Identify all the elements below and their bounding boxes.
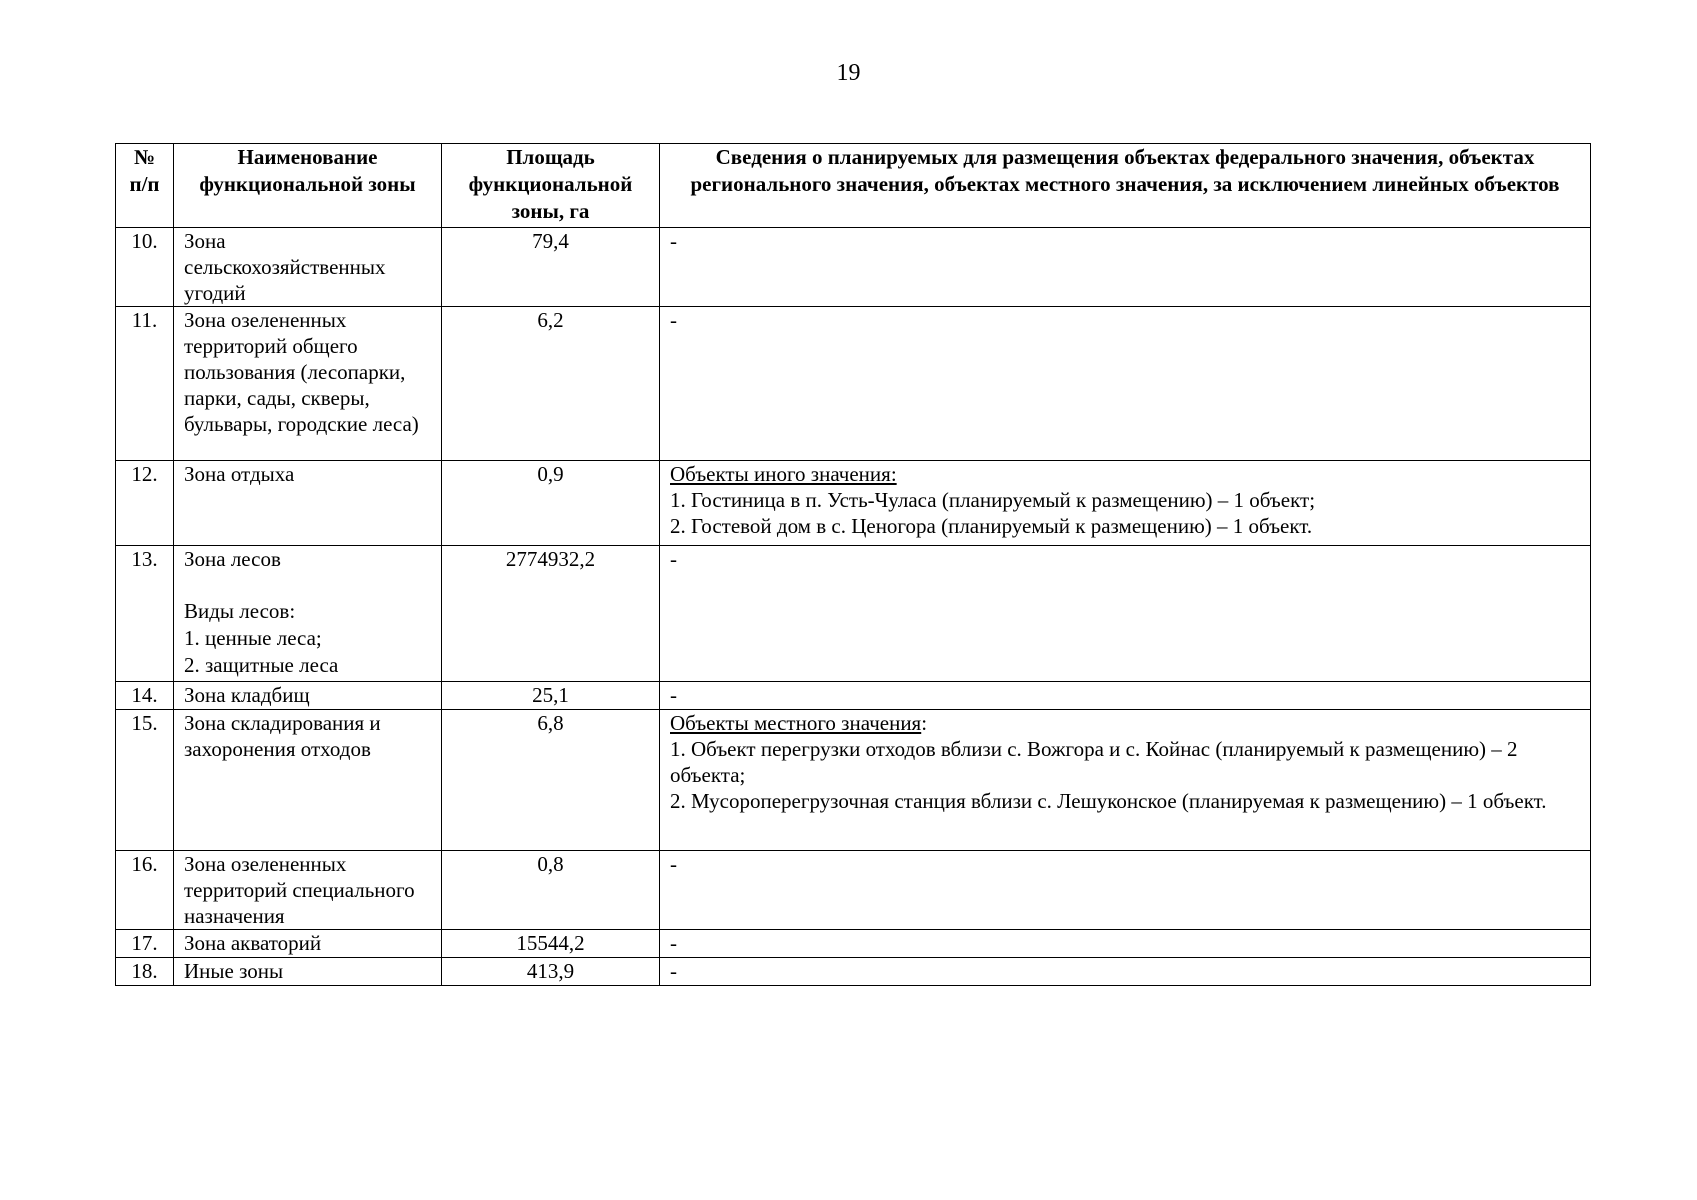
objects-info-item: 2. Гостевой дом в с. Ценогора (планируемый к размещению) – 1 объект. <box>670 514 1313 538</box>
page-number: 19 <box>836 60 861 86</box>
objects-info-item: 2. Мусороперегрузочная станция вблизи с. Лешуконское (планируемая к размещению) – 1 объект. <box>670 789 1547 813</box>
objects-info-heading: Объекты иного значения: <box>670 462 897 486</box>
zone-name: Зона сельскохозяйственных угодий <box>174 228 442 307</box>
table-row <box>116 307 1591 461</box>
zone-area: 6,2 <box>442 307 660 461</box>
zone-name: Зона озелененных территорий общего пользования (лесопарки, парки, сады, скверы, бульвары, городские леса) <box>174 307 442 461</box>
zone-area: 6,8 <box>442 710 660 851</box>
table-header-row <box>116 144 1591 228</box>
zone-name: Зона кладбищ <box>174 682 442 710</box>
zone-name: Зона складирования и захоронения отходов <box>174 710 442 851</box>
row-number: 10. <box>116 228 174 307</box>
zone-area: 0,8 <box>442 851 660 930</box>
forest-types-label: Виды лесов: <box>184 599 296 623</box>
row-number: 13. <box>116 546 174 682</box>
table-row <box>116 930 1591 958</box>
row-number: 17. <box>116 930 174 958</box>
objects-info-heading-line <box>670 710 1580 736</box>
objects-info: - <box>660 307 1591 461</box>
header-objects-info: Сведения о планируемых для размещения объектах федерального значения, объектах регионального значения, объектах местного значения, за исключением линейных объектов <box>660 144 1591 228</box>
forest-type-item: 2. защитные леса <box>184 653 339 677</box>
forest-type-item: 1. ценные леса; <box>184 626 322 650</box>
zone-area: 2774932,2 <box>442 546 660 682</box>
zone-name: Зона озелененных территорий специального назначения <box>174 851 442 930</box>
zone-area: 15544,2 <box>442 930 660 958</box>
objects-info-heading: Объекты местного значения <box>670 711 922 735</box>
zone-area: 0,9 <box>442 461 660 546</box>
zone-area: 25,1 <box>442 682 660 710</box>
objects-info-item: 1. Объект перегрузки отходов вблизи с. Вожгора и с. Койнас (планируемый к размещению) – 2 объекта; <box>670 737 1518 787</box>
zone-name: Иные зоны <box>174 958 442 986</box>
zone-name: Зона акваторий <box>174 930 442 958</box>
zone-area: 79,4 <box>442 228 660 307</box>
zone-area: 413,9 <box>442 958 660 986</box>
objects-info: - <box>660 958 1591 986</box>
table-row <box>116 682 1591 710</box>
zone-name: Зона отдыха <box>174 461 442 546</box>
table-row <box>116 546 1591 682</box>
functional-zones-table <box>115 143 1591 986</box>
row-number: 11. <box>116 307 174 461</box>
table-row <box>116 851 1591 930</box>
objects-info: - <box>660 228 1591 307</box>
objects-info-heading-colon: : <box>921 711 928 735</box>
zone-name-cell <box>174 546 442 682</box>
row-number: 15. <box>116 710 174 851</box>
objects-info-item: 1. Гостиница в п. Усть-Чуласа (планируемый к размещению) – 1 объект; <box>670 488 1316 512</box>
objects-info <box>660 461 1591 546</box>
objects-info: - <box>660 930 1591 958</box>
header-number: № п/п <box>116 144 174 228</box>
table-row <box>116 461 1591 546</box>
header-zone-area: Площадь функциональной зоны, га <box>442 144 660 228</box>
objects-info: - <box>660 851 1591 930</box>
objects-info: - <box>660 682 1591 710</box>
table-row <box>116 958 1591 986</box>
objects-info: - <box>660 546 1591 682</box>
zone-name: Зона лесов <box>184 547 281 571</box>
table-row <box>116 710 1591 851</box>
table-row <box>116 228 1591 307</box>
row-number: 18. <box>116 958 174 986</box>
row-number: 12. <box>116 461 174 546</box>
row-number: 14. <box>116 682 174 710</box>
header-zone-name: Наименование функциональной зоны <box>174 144 442 228</box>
row-number: 16. <box>116 851 174 930</box>
objects-info <box>660 710 1591 851</box>
